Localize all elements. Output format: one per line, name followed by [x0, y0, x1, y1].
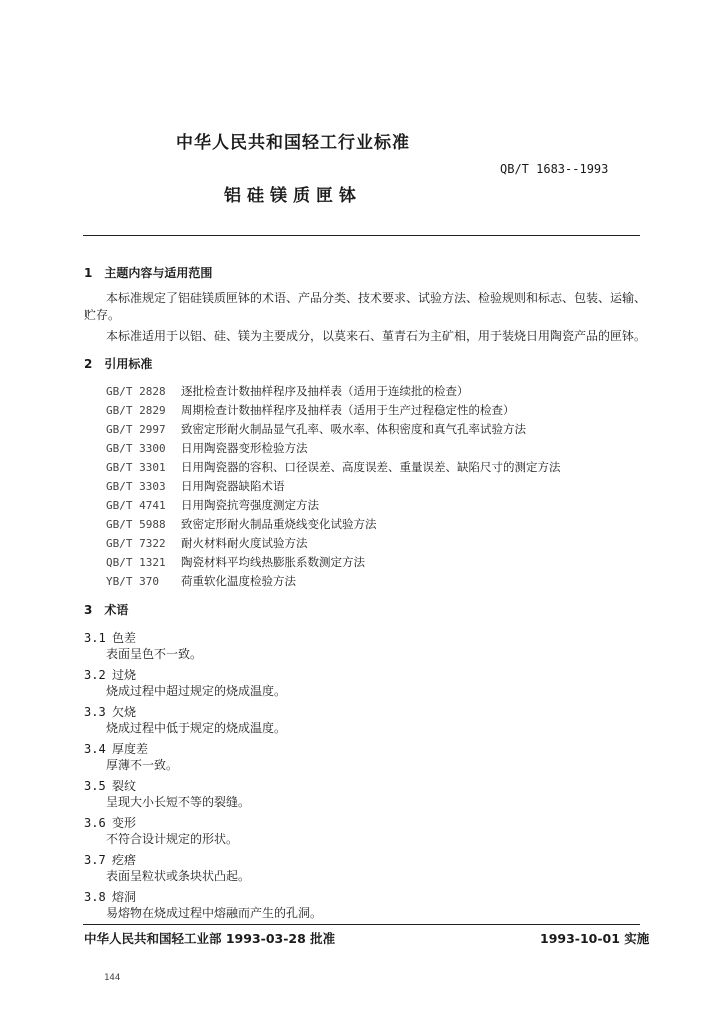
reference-title: 致密定形耐火制品重烧线变化试验方法: [181, 517, 377, 531]
reference-item: [106, 533, 308, 550]
term-number: 3.2: [84, 668, 106, 682]
section-1-heading: 1 主题内容与适用范围: [84, 266, 213, 280]
reference-code: YB/T 370: [106, 575, 159, 588]
reference-item: [106, 400, 515, 417]
reference-code: GB/T 3303: [106, 480, 166, 493]
term-heading: [84, 627, 136, 646]
term-heading: [84, 738, 148, 757]
section-1-paragraph-2: 本标准适用于以铝、硅、镁为主要成分，以莫来石、堇青石为主矿相，用于装烧日用陶瓷产品的匣钵。: [106, 329, 647, 343]
implementation-date: 1993-10-01 实施: [540, 931, 650, 946]
reference-item: [106, 495, 319, 512]
reference-title: 日用陶瓷抗弯强度测定方法: [181, 498, 319, 512]
reference-item: [106, 514, 377, 531]
reference-item: [106, 571, 296, 588]
term-heading: [84, 664, 136, 683]
section-2-heading: 2 引用标准: [84, 357, 153, 371]
reference-title: 日用陶瓷器变形检验方法: [181, 441, 308, 455]
reference-title: 逐批检查计数抽样程序及抽样表（适用于连续批的检查）: [181, 384, 469, 398]
section-1-paragraph-1-line-2: 贮存。: [84, 308, 121, 322]
header-divider: [83, 235, 640, 236]
term-number: 3.8: [84, 890, 106, 904]
reference-code: GB/T 4741: [106, 499, 166, 512]
reference-title: 日用陶瓷器的容积、口径误差、高度误差、重量误差、缺陷尺寸的测定方法: [181, 460, 561, 474]
reference-item: [106, 476, 285, 493]
page-number: 144: [104, 973, 121, 983]
term-definition: 厚薄不一致。: [106, 758, 179, 772]
reference-code: QB/T 1321: [106, 556, 166, 569]
reference-code: GB/T 5988: [106, 518, 166, 531]
reference-title: 日用陶瓷器缺陷术语: [181, 479, 285, 493]
approval-statement: 中华人民共和国轻工业部 1993-03-28 批准: [84, 931, 336, 946]
reference-title: 荷重软化温度检验方法: [181, 574, 296, 588]
term-number: 3.5: [84, 779, 106, 793]
reference-title: 周期检查计数抽样程序及抽样表（适用于生产过程稳定性的检查）: [181, 403, 515, 417]
reference-title: 致密定形耐火制品显气孔率、吸水率、体积密度和真气孔率试验方法: [181, 422, 526, 436]
reference-item: [106, 457, 561, 474]
term-definition: 表面呈色不一致。: [106, 647, 203, 661]
term-definition: 呈现大小长短不等的裂缝。: [106, 795, 251, 809]
term-heading: [84, 849, 136, 868]
reference-title: 耐火材料耐火度试验方法: [181, 536, 308, 550]
term-name: 熔洞: [112, 890, 137, 904]
reference-code: GB/T 2828: [106, 385, 166, 398]
term-definition: 不符合设计规定的形状。: [106, 832, 239, 846]
term-name: 裂纹: [112, 779, 137, 793]
term-name: 色差: [112, 631, 137, 645]
document-title: 铝硅镁质匣钵: [224, 186, 362, 206]
reference-code: GB/T 7322: [106, 537, 166, 550]
reference-code: GB/T 3301: [106, 461, 166, 474]
term-name: 欠烧: [112, 705, 137, 719]
reference-code: GB/T 2829: [106, 404, 166, 417]
footer-divider: [83, 924, 640, 925]
term-number: 3.7: [84, 853, 106, 867]
term-number: 3.1: [84, 631, 106, 645]
term-number: 3.3: [84, 705, 106, 719]
term-name: 厚度差: [112, 742, 149, 756]
reference-code: GB/T 2997: [106, 423, 166, 436]
standard-code: QB/T 1683--1993: [500, 162, 609, 176]
term-number: 3.6: [84, 816, 106, 830]
section-3-heading: 3 术语: [84, 603, 129, 617]
term-definition: 烧成过程中低于规定的烧成温度。: [106, 721, 287, 735]
section-1-paragraph-1-line-1: 本标准规定了铝硅镁质匣钵的术语、产品分类、技术要求、试验方法、检验规则和标志、包装、运输、: [106, 291, 647, 305]
reference-item: [106, 419, 526, 436]
issuing-standard-title: 中华人民共和国轻工行业标准: [176, 133, 410, 153]
reference-item: [106, 381, 469, 398]
term-heading: [84, 886, 136, 905]
reference-item: [106, 552, 365, 569]
term-heading: [84, 775, 136, 794]
reference-code: GB/T 3300: [106, 442, 166, 455]
term-number: 3.4: [84, 742, 106, 756]
reference-item: [106, 438, 308, 455]
reference-title: 陶瓷材料平均线热膨胀系数测定方法: [181, 555, 365, 569]
term-heading: [84, 701, 136, 720]
term-definition: 烧成过程中超过规定的烧成温度。: [106, 684, 287, 698]
term-name: 疙瘩: [112, 853, 137, 867]
term-name: 过烧: [112, 668, 137, 682]
term-definition: 表面呈粒状或条块状凸起。: [106, 869, 251, 883]
term-definition: 易熔物在烧成过程中熔融而产生的孔洞。: [106, 906, 323, 920]
term-name: 变形: [112, 816, 137, 830]
term-heading: [84, 812, 136, 831]
